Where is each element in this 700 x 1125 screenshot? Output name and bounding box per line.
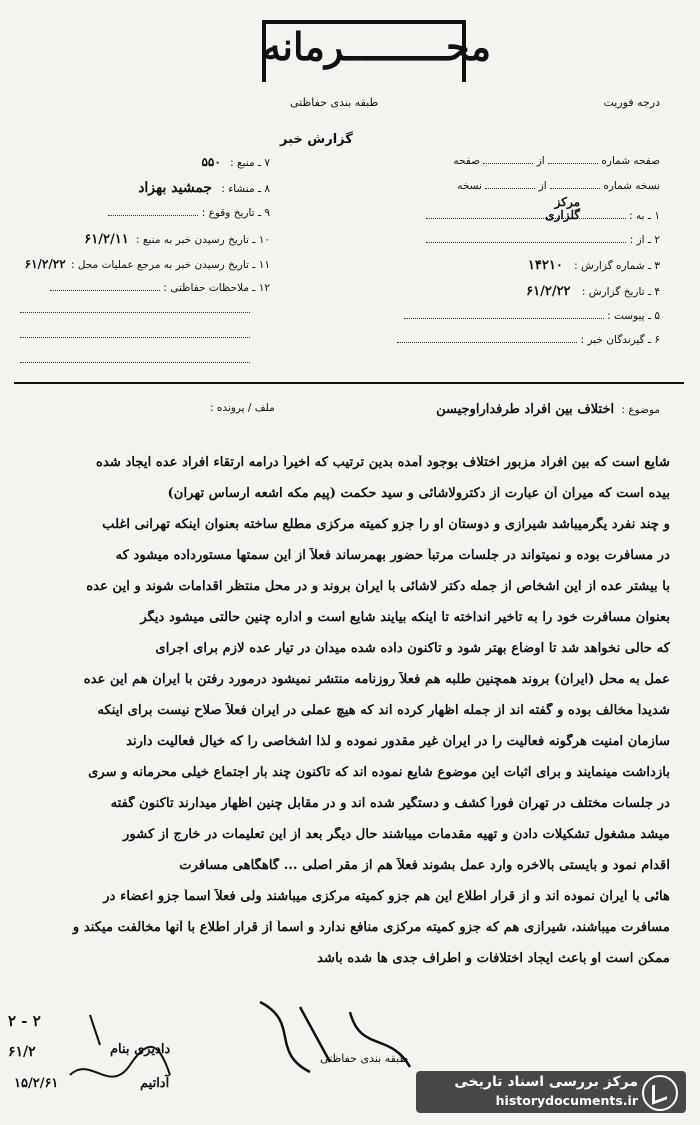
field-label: ۶ ـ گیرندگان خبر :	[580, 334, 660, 346]
date-to-operations-value: ۶۱/۲/۲۲	[24, 257, 66, 271]
margin-note: آداتیم	[140, 1076, 170, 1091]
classification-stamp: محـــــــــرمانه	[262, 24, 491, 69]
subject-value: اختلاف بین افراد طرفداراوجیسن	[436, 402, 615, 417]
field-blank	[483, 163, 533, 164]
field-blank	[108, 215, 198, 216]
body-line: مسافرت میباشند، شیرازی هم که جزو کمیته مرکزی منافع ندارد و اسماً از قرار اطلاع با آنها مخالفت میکند و	[72, 920, 670, 935]
subject-field	[360, 402, 660, 417]
from-field	[360, 234, 660, 246]
field-label: ۹ ـ تاریخ وقوع :	[201, 207, 270, 219]
field-label: ۵ ـ پیوست :	[607, 310, 660, 322]
body-line: و چند نفرد یگرمیباشد شیرازی و دوستان او را جزو کمیته مرکزی مطلع ساخته بعنوان اینکه تهرانی اغلب	[102, 517, 670, 532]
field-label: ۱۲ ـ ملاحظات حفاظتی :	[163, 282, 270, 294]
watermark-badge	[416, 1071, 686, 1113]
archive-logo-icon	[642, 1075, 678, 1111]
body-line: میشد مشغول تشکیلات دادن و تهیه مقدمات میباشند حال دیگر بعد از این تعلیمات در خارج از کشور	[123, 827, 670, 842]
field-blank	[485, 188, 535, 189]
body-line: شایع است که بین افراد مزبور اختلاف بوجود آمده بدین ترتیب که اخیراً درامه ارتقاء افراد عده ایجاد شده	[96, 455, 670, 470]
body-line: اقدام نمود و بایستی بالاخره وارد عمل بشوند فعلاً هم از مقر اصلی ... گاهگاهی مسافرت	[179, 858, 670, 873]
blank-line	[20, 362, 250, 363]
margin-note: ۶۱/۲	[8, 1044, 36, 1060]
field-suffix: صفحه	[453, 155, 480, 167]
field-blank	[397, 342, 577, 343]
margin-note: دادیزی بنام	[110, 1042, 171, 1057]
body-line: که حالی نخواهد شد تا اوضاع بهتر شود و تاکنون داده شده میدان در تیار عده لازم برای اجرای	[155, 641, 670, 656]
field-label: ۱ ـ به :	[629, 210, 660, 222]
date-to-source-field	[10, 232, 270, 247]
body-line: ممکن است او باعث ایجاد اختلافات و اطراف جدی ها شده باشد	[317, 951, 670, 966]
handwritten-signature-scribble	[240, 992, 440, 1082]
body-line: شدیداً مخالف بوده و گفته اند از جمله اظهار کرده اند که هیچ عملی در ایران فعلاً صلاح نیست برای اینکه	[97, 703, 670, 718]
body-line: عمل به محل (ایران) بروند همچنین طلبه هم فعلاً روزنامه منتشر نمیشود درمورد رفتن با ایران هم این عده	[83, 672, 670, 687]
origin-field	[10, 180, 270, 196]
file-label: ملف / پرونده :	[210, 402, 275, 414]
to-value-handwritten: مرکز گلزاری	[545, 195, 580, 222]
body-line: با بیشتر عده از این اشخاص از جمله دکتر لاشائی با ایران بروند و در محل منتظر اقدامات شوند و این عده	[86, 579, 670, 594]
watermark-text-fa: مرکز بررسی اسناد تاریخی	[454, 1074, 638, 1090]
source-field	[10, 155, 270, 169]
recipients-field	[360, 334, 660, 346]
report-title: گزارش خبر	[280, 132, 353, 147]
field-label: ۱۰ ـ تاریخ رسیدن خبر به منبع :	[136, 234, 270, 246]
field-suffix: نسخه	[457, 180, 482, 192]
field-blank	[404, 318, 604, 319]
body-line: بازداشت مینمایند و برای اثبات این موضوع شایع نموده اند که تاکنون چند بار اجتماع خیلی محرمانه و سری	[88, 765, 670, 780]
field-blank	[548, 163, 598, 164]
copy-number-field	[360, 180, 660, 192]
event-date-field	[10, 207, 270, 219]
report-date-field	[360, 284, 660, 299]
date-to-operations-field	[10, 257, 270, 271]
body-line: هائی با ایران نموده اند و از قرار اطلاع این هم جزو کمیته مرکزی میباشند ولی فعلاً اسماً جزو اعضاء در	[103, 889, 670, 904]
field-blank	[50, 290, 160, 291]
field-label: ۳ ـ شماره گزارش :	[574, 260, 660, 272]
attachment-field	[360, 310, 660, 322]
blank-line	[20, 337, 250, 338]
field-blank	[550, 188, 600, 189]
watermark-text-en: historydocuments.ir	[495, 1093, 638, 1108]
body-line: در مسافرت بوده و نمیتواند در جلسات مرتباً حضور بهمرساند فعلاً از این سمتها مستورداده میشود که	[115, 548, 670, 563]
field-blank	[426, 242, 626, 243]
report-number-value: ۱۴۲۱۰	[527, 258, 563, 273]
source-value: ۵۵۰	[201, 155, 221, 169]
field-label: نسخه شماره	[603, 180, 660, 192]
field-label: ۴ ـ تاریخ گزارش :	[581, 286, 660, 298]
field-suffix: از	[538, 180, 547, 192]
blank-line	[20, 312, 250, 313]
field-label: صفحه شماره	[601, 155, 660, 167]
security-notes-field	[10, 282, 270, 294]
body-line: سازمان امنیت هرگونه فعالیت را در ایران غیر مقدور نموده و لذا اشخاصی را که خیال فعالیت دارند	[126, 734, 670, 749]
footer-security-label: طبقه بندی حفاظتی	[320, 1052, 409, 1065]
report-number-field	[360, 258, 660, 273]
report-date-value: ۶۱/۲/۲۲	[526, 284, 571, 299]
page-number-field	[360, 155, 660, 167]
field-label: ۱۱ ـ تاریخ رسیدن خبر به مرجع عملیات محل :	[70, 259, 270, 271]
security-class-label: طبقه بندی حفاظتی	[290, 96, 379, 109]
field-label: ۷ ـ منبع :	[230, 157, 270, 169]
subject-label: موضوع :	[621, 404, 660, 416]
priority-label: درجه فوریت	[603, 96, 660, 109]
handwritten-scribble	[60, 1005, 180, 1095]
body-line: بیده است که میران آن عبارت از دکترولاشائی و سید حکمت (پیم مکه اشعه ارساس تهران)	[167, 486, 670, 501]
field-label: ۸ ـ منشاء :	[221, 183, 270, 195]
date-to-source-value: ۶۱/۲/۱۱	[84, 232, 129, 247]
margin-note: ۱۵/۲/۶۱	[14, 1076, 59, 1091]
section-divider	[14, 382, 684, 384]
origin-value: جمشید بهزاد	[138, 180, 213, 196]
body-line: در جلسات مختلف در تهران فوراً کشف و دستگیر شده اند و در مقابل چنین اظهار میدارند تاکنون گفته	[110, 796, 670, 811]
field-suffix: از	[536, 155, 545, 167]
body-line: بعنوان مسافرت خود را به تأخیر انداخته تا اینکه بیایند شایع است و اداره چنین حالتی میشود دیگر	[140, 610, 670, 625]
to-field	[360, 210, 660, 222]
field-label: ۲ ـ از :	[629, 234, 660, 246]
margin-note: ۲ - ۲	[8, 1012, 41, 1030]
